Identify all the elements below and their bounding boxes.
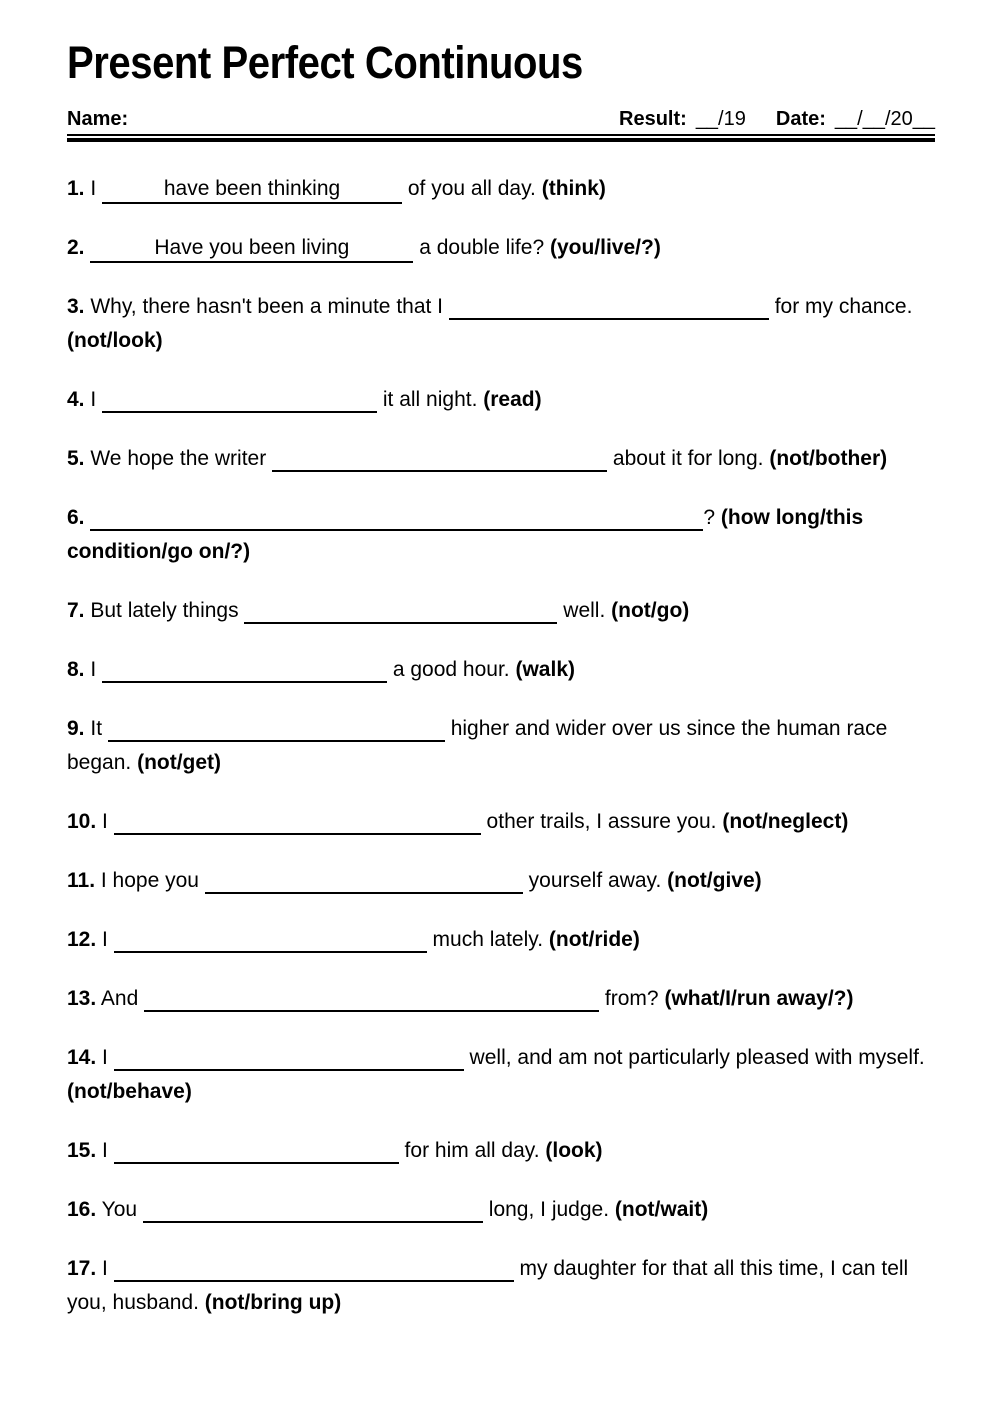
question-text: I	[102, 809, 114, 833]
question-text: ?	[703, 505, 721, 529]
header-divider	[67, 134, 935, 142]
question-item	[67, 1041, 935, 1109]
question-item	[67, 383, 935, 417]
worksheet-header	[67, 38, 935, 142]
verb-hint: (read)	[483, 387, 542, 411]
question-text: of you all day.	[402, 176, 542, 200]
question-text: well.	[557, 598, 612, 622]
question-number: 9.	[67, 716, 85, 740]
answer-blank[interactable]	[102, 681, 387, 683]
question-text: higher and wider over us since the human race began.	[67, 716, 888, 774]
question-text: other trails, I assure you.	[480, 809, 723, 833]
question-item	[67, 864, 935, 898]
question-item	[67, 712, 935, 780]
answer-text: Have you been living	[154, 235, 350, 259]
question-number: 13.	[67, 986, 97, 1010]
answer-blank[interactable]	[143, 1221, 483, 1223]
answer-blank[interactable]	[144, 1010, 599, 1012]
question-item	[67, 1252, 935, 1320]
question-item	[67, 923, 935, 957]
question-item	[67, 290, 935, 358]
question-number: 14.	[67, 1045, 97, 1069]
result-value[interactable]: __/19	[695, 107, 746, 130]
verb-hint: (not/bring up)	[204, 1290, 342, 1314]
question-item	[67, 501, 935, 569]
answer-text: have been thinking	[163, 176, 341, 200]
question-number: 2.	[67, 235, 85, 259]
question-text: I	[102, 1138, 114, 1162]
answer-blank[interactable]	[272, 470, 607, 472]
question-text: We hope the writer	[90, 446, 273, 470]
question-text: yourself away.	[522, 868, 668, 892]
result-label: Result:	[619, 107, 687, 130]
verb-hint: (not/look)	[67, 328, 163, 352]
question-text: I	[102, 927, 114, 951]
verb-hint: (what/I/run away/?)	[664, 986, 854, 1010]
answer-blank[interactable]	[108, 740, 445, 742]
question-number: 4.	[67, 387, 85, 411]
answer-blank[interactable]	[205, 892, 523, 894]
date-label: Date:	[775, 107, 826, 130]
verb-hint: (not/wait)	[614, 1197, 709, 1221]
question-text: It	[90, 716, 108, 740]
verb-hint: (walk)	[515, 657, 575, 681]
answer-blank[interactable]	[114, 1069, 464, 1071]
question-text: Why, there hasn't been a minute that I	[90, 294, 449, 318]
question-item	[67, 805, 935, 839]
question-item	[67, 231, 935, 265]
question-number: 3.	[67, 294, 85, 318]
verb-hint: (not/behave)	[67, 1079, 192, 1103]
verb-hint: (you/live/?)	[549, 235, 661, 259]
question-text: it all night.	[377, 387, 484, 411]
meta-right-group	[619, 108, 935, 131]
question-text: a double life?	[413, 235, 550, 259]
question-item	[67, 1134, 935, 1168]
question-item	[67, 442, 935, 476]
question-number: 1.	[67, 176, 85, 200]
verb-hint: (not/neglect)	[722, 809, 849, 833]
question-text: And	[100, 986, 145, 1010]
question-text: I	[90, 176, 103, 200]
question-text: long, I judge.	[482, 1197, 615, 1221]
answer-blank[interactable]	[102, 176, 402, 204]
answer-blank[interactable]	[102, 411, 377, 413]
verb-hint: (how long/this condition/go on/?)	[67, 505, 864, 563]
question-text: I hope you	[100, 868, 205, 892]
verb-hint: (think)	[541, 176, 606, 200]
question-text: for my chance.	[768, 294, 913, 318]
question-text: But lately things	[90, 598, 245, 622]
question-text: well, and am not particularly pleased with myself.	[463, 1045, 925, 1069]
question-item	[67, 594, 935, 628]
question-item	[67, 653, 935, 687]
question-text: You	[101, 1197, 143, 1221]
answer-blank[interactable]	[244, 622, 557, 624]
meta-row	[67, 108, 935, 131]
question-number: 16.	[67, 1197, 97, 1221]
answer-blank[interactable]	[90, 235, 413, 263]
question-number: 8.	[67, 657, 85, 681]
question-number: 7.	[67, 598, 85, 622]
question-text: I	[102, 1045, 114, 1069]
verb-hint: (not/get)	[137, 750, 222, 774]
question-text: a good hour.	[387, 657, 516, 681]
question-number: 17.	[67, 1256, 97, 1280]
question-text: much lately.	[426, 927, 549, 951]
verb-hint: (not/give)	[667, 868, 762, 892]
answer-blank[interactable]	[114, 951, 427, 953]
verb-hint: (not/go)	[611, 598, 690, 622]
answer-blank[interactable]	[449, 318, 769, 320]
question-text: for him all day.	[398, 1138, 546, 1162]
question-number: 11.	[67, 868, 96, 892]
verb-hint: (look)	[545, 1138, 603, 1162]
verb-hint: (not/ride)	[548, 927, 640, 951]
question-item	[67, 172, 935, 206]
question-text: I	[102, 1256, 114, 1280]
question-number: 10.	[67, 809, 97, 833]
verb-hint: (not/bother)	[769, 446, 888, 470]
question-text: from?	[599, 986, 665, 1010]
question-number: 5.	[67, 446, 85, 470]
questions-list	[67, 172, 935, 1320]
name-label: Name:	[67, 107, 129, 130]
question-text: about it for long.	[607, 446, 770, 470]
question-item	[67, 982, 935, 1016]
question-text: I	[90, 657, 103, 681]
answer-blank[interactable]	[114, 1162, 399, 1164]
answer-blank[interactable]	[114, 833, 481, 835]
page-title: Present Perfect Continuous	[67, 37, 583, 88]
question-item	[67, 1193, 935, 1227]
question-text: I	[90, 387, 103, 411]
question-text: my daughter for that all this time, I can tell you, husband.	[67, 1256, 909, 1314]
answer-blank[interactable]	[90, 529, 703, 531]
question-number: 12.	[67, 927, 97, 951]
question-number: 15.	[67, 1138, 97, 1162]
answer-blank[interactable]	[114, 1280, 514, 1282]
question-number: 6.	[67, 505, 85, 529]
date-value[interactable]: __/__/20__	[834, 107, 935, 130]
